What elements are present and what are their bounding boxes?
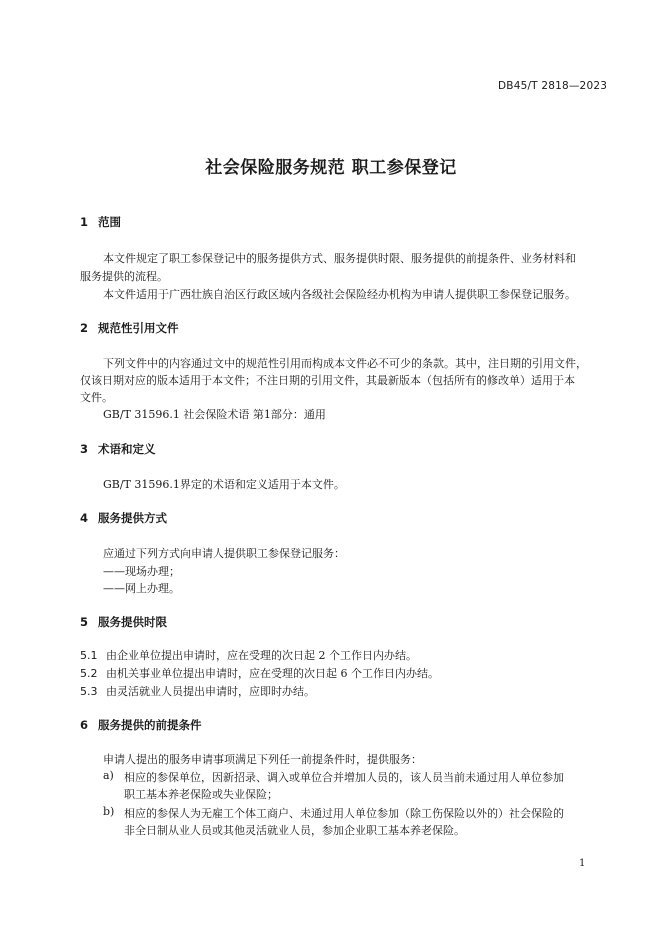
section-2-reference: GB/T 31596.1 社会保险术语 第1部分：通用 — [103, 408, 326, 421]
item-b-marker: b) — [103, 805, 115, 818]
item-a-marker: a) — [103, 769, 114, 782]
section-5-heading: 5 服务提供时限 — [80, 615, 167, 629]
section-6-heading: 6 服务提供的前提条件 — [80, 718, 202, 732]
clause-5-2: 5.2 由机关事业单位提出申请时，应在受理的次日起 6 个工作日内办结。 — [80, 667, 439, 680]
clause-5-3: 5.3 由灵活就业人员提出申请时，应即时办结。 — [80, 685, 315, 698]
section-6-para: 申请人提出的服务申请事项满足下列任一前提条件时，提供服务： — [103, 753, 422, 766]
section-2-para-1-line-2: 仅该日期对应的版本适用于本文件；不注日期的引用文件，其最新版本（包括所有的修改单）适用于本 — [80, 374, 575, 387]
section-4-option-2: ——网上办理。 — [103, 582, 180, 595]
item-a-line-1: 相应的参保单位，因新招录、调入或单位合并增加人员的，该人员当前未通过用人单位参加 — [124, 771, 564, 784]
item-b-line-1: 相应的参保人为无雇工个体工商户、未通过用人单位参加（除工伤保险以外的）社会保险的 — [124, 807, 564, 820]
section-3-para: GB/T 31596.1界定的术语和定义适用于本文件。 — [103, 478, 345, 491]
page-number: 1 — [579, 858, 586, 869]
item-a-line-2: 职工基本养老保险或失业保险； — [124, 788, 278, 801]
section-3-heading: 3 术语和定义 — [80, 442, 156, 456]
section-1-para-2: 本文件适用于广西壮族自治区行政区域内各级社会保险经办机构为申请人提供职工参保登记服务。 — [103, 288, 576, 301]
document-title: 社会保险服务规范 职工参保登记 — [205, 158, 457, 178]
section-4-heading: 4 服务提供方式 — [80, 511, 167, 525]
section-2-para-1-line-1: 下列文件中的内容通过文中的规范性引用而构成本文件必不可少的条款。其中，注日期的引用文件， — [103, 357, 587, 370]
section-1-para-1-line-2: 服务提供的流程。 — [80, 270, 168, 283]
section-4-option-1: ——现场办理； — [103, 565, 180, 578]
document-code: DB45/T 2818—2023 — [498, 80, 608, 92]
section-1-para-1-line-1: 本文件规定了职工参保登记中的服务提供方式、服务提供时限、服务提供的前提条件、业务材料和 — [103, 252, 576, 265]
section-2-para-1-line-3: 文件。 — [80, 391, 113, 404]
section-4-para: 应通过下列方式向申请人提供职工参保登记服务： — [103, 547, 345, 560]
clause-5-1: 5.1 由企业单位提出申请时，应在受理的次日起 2 个工作日内办结。 — [80, 649, 417, 662]
item-b-line-2: 非全日制从业人员或其他灵活就业人员，参加企业职工基本养老保险。 — [124, 824, 465, 837]
section-1-heading: 1 范围 — [80, 215, 121, 229]
section-2-heading: 2 规范性引用文件 — [80, 321, 179, 335]
